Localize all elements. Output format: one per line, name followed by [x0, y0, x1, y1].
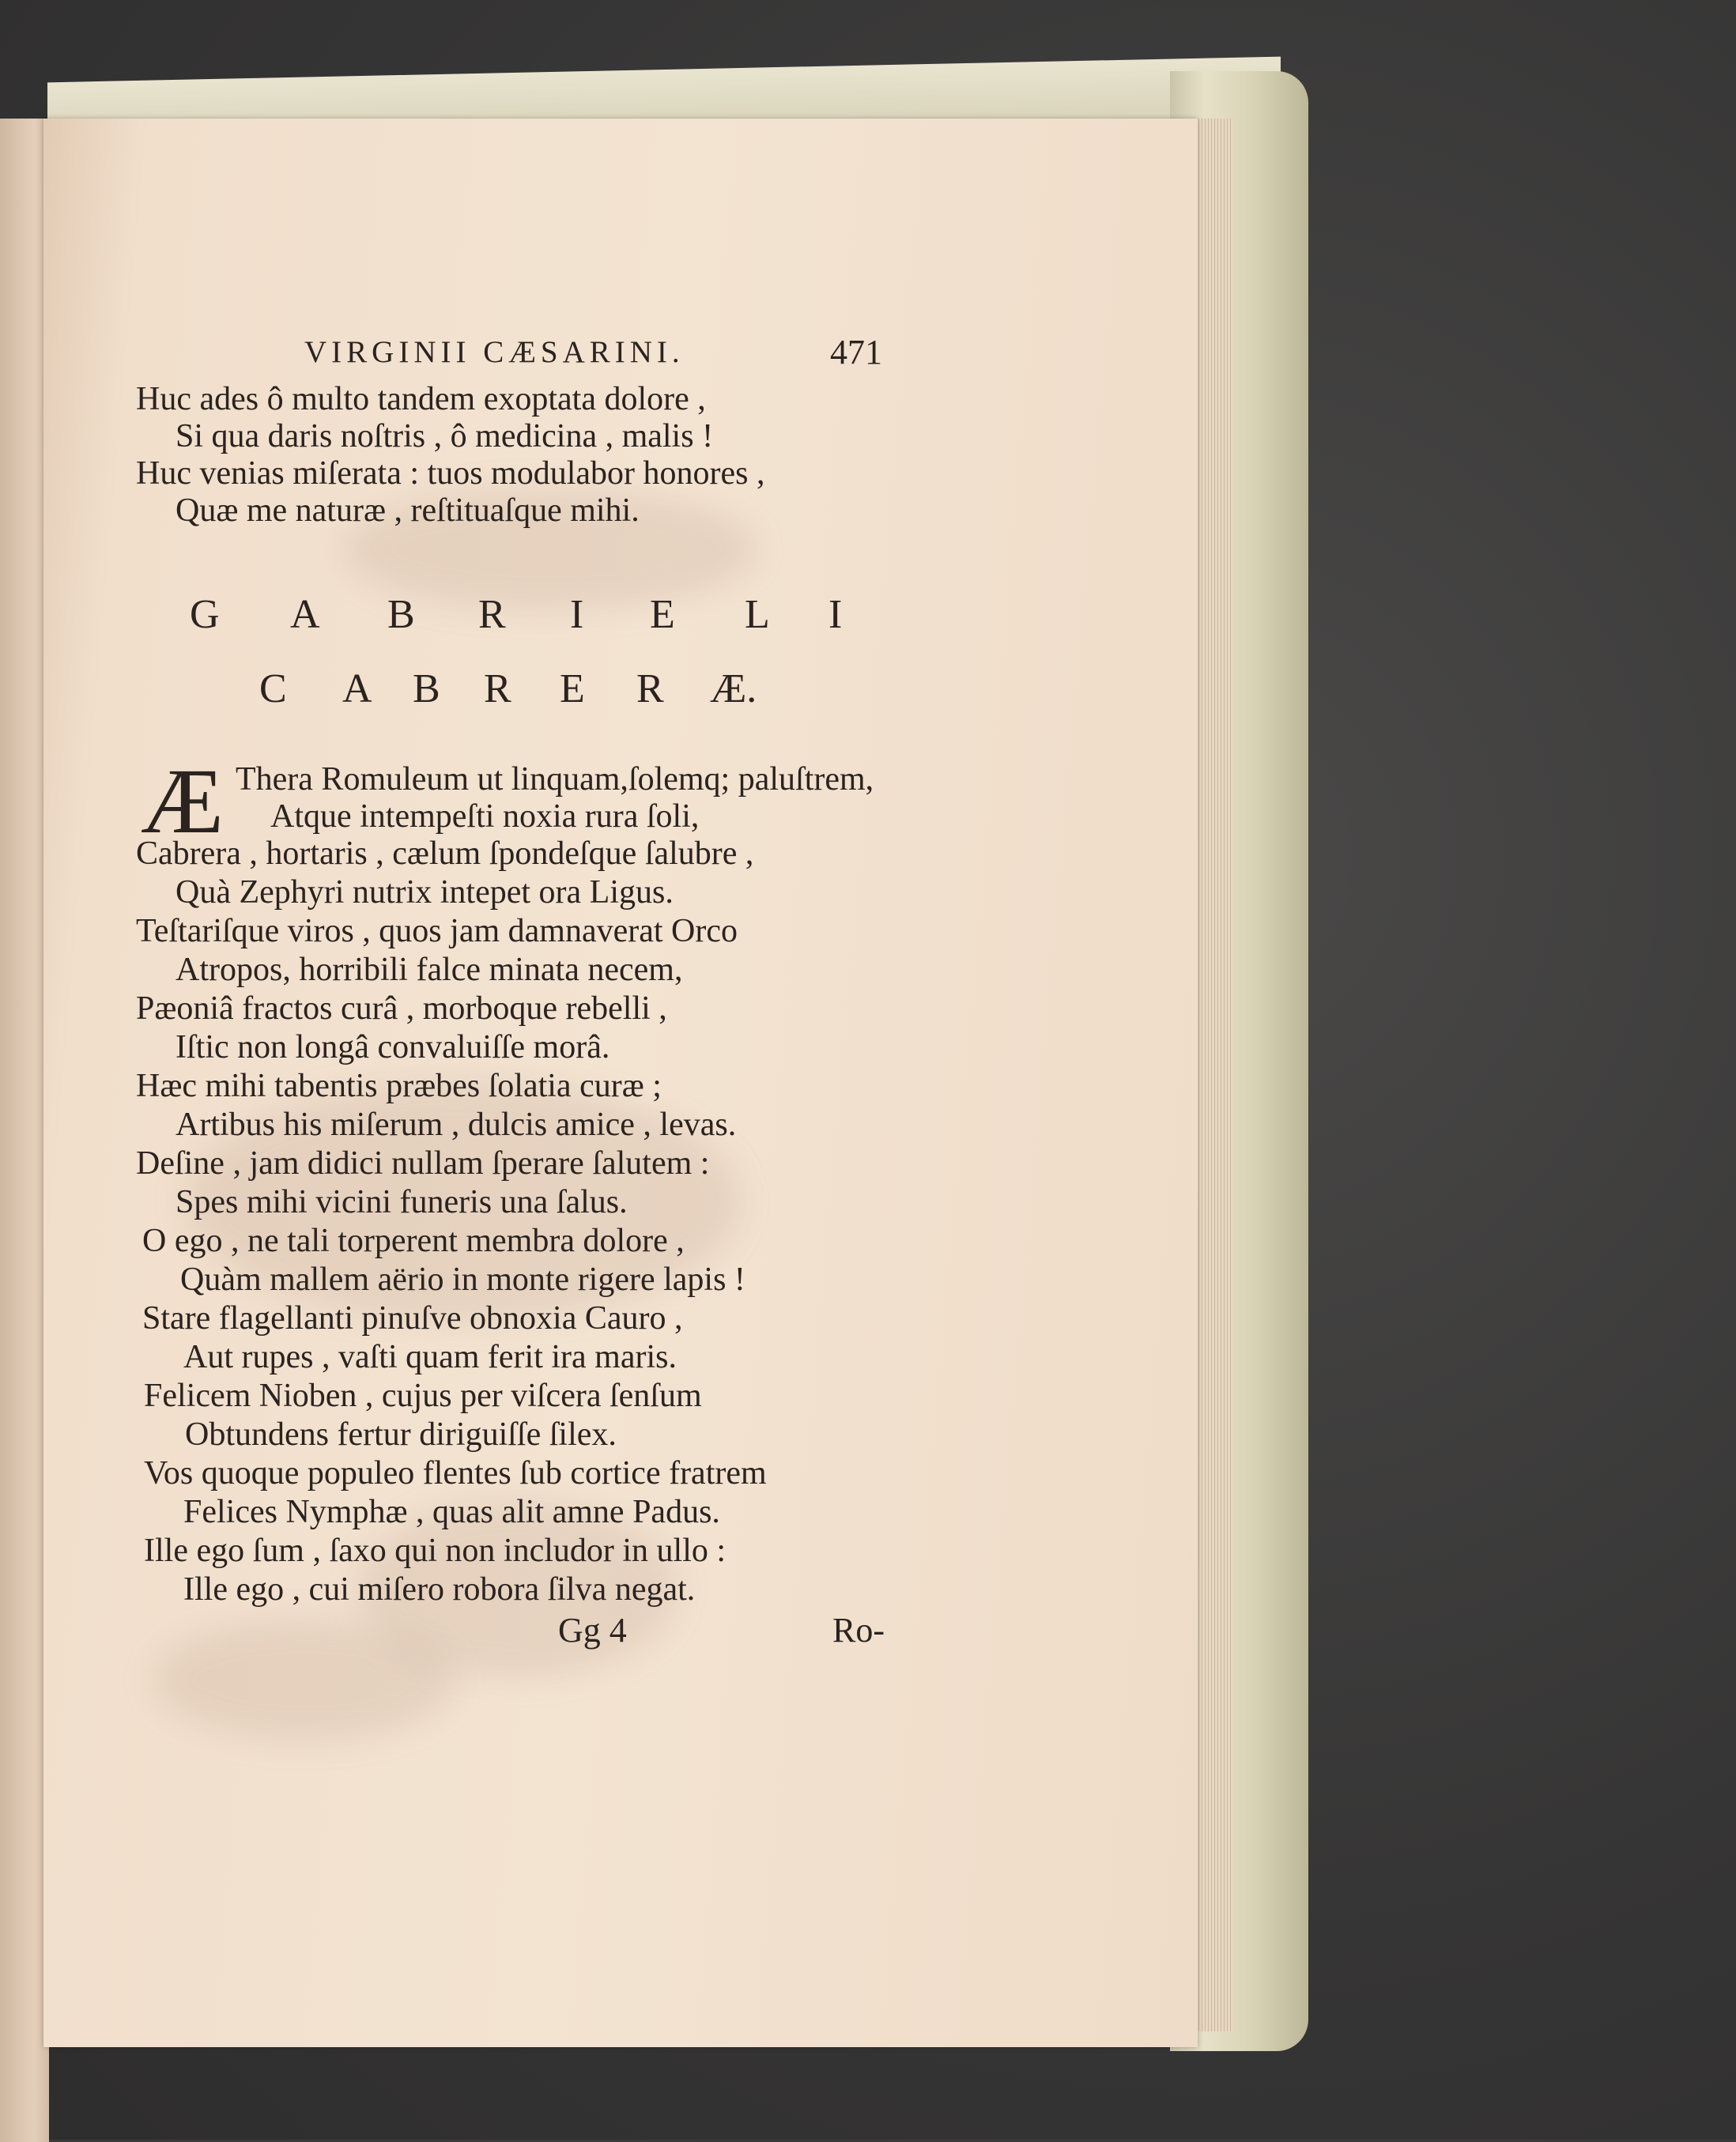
drop-cap: Æ	[141, 749, 224, 853]
title-letter: R	[636, 666, 664, 711]
title-letter: G	[190, 592, 220, 637]
title-letter: I	[828, 592, 843, 637]
verse-line: Stare flagellanti pinuſve obnoxia Cauro ,	[142, 1300, 683, 1337]
title-letter: B	[413, 666, 440, 711]
verse-line: Ille ego , cui miſero robora ſilva negat.	[183, 1571, 696, 1608]
title-letter: C	[259, 666, 287, 711]
verse-line: Si qua daris noſtris , ô medicina , malis !	[175, 418, 714, 454]
title-letter: R	[478, 592, 506, 637]
verse-line: Atropos, horribili falce minata necem,	[175, 952, 683, 988]
verse-line: Artibus his miſerum , dulcis amice , levas.	[175, 1107, 737, 1143]
stain	[154, 1620, 455, 1739]
verse-line: Huc ades ô multo tandem exoptata dolore ,	[136, 381, 706, 417]
verse-line: Iſtic non longâ convaluiſſe morâ.	[175, 1029, 610, 1065]
verse-line: Aut rupes , vaſti quam ferit ira maris.	[183, 1339, 677, 1375]
page-number: 471	[830, 333, 882, 371]
verse-line: Spes mihi vicini funeris una ſalus.	[175, 1184, 628, 1220]
title-letter: Æ.	[710, 666, 757, 711]
verse-line: Felices Nymphæ , quas alit amne Padus.	[183, 1494, 720, 1530]
running-head: VIRGINII CÆSARINI.	[304, 335, 685, 369]
verse-line: Vos quoque populeo flentes ſub cortice fratrem	[144, 1455, 767, 1491]
title-letter: A	[342, 666, 372, 711]
title-letter: E	[650, 592, 675, 637]
verse-line: Quà Zephyri nutrix intepet ora Ligus.	[175, 874, 674, 911]
title-letter: L	[745, 592, 770, 637]
signature-mark: Gg 4	[558, 1611, 627, 1650]
verse-line: Quàm mallem aërio in monte rigere lapis !	[180, 1261, 745, 1298]
verse-line: O ego , ne tali torperent membra dolore ,	[142, 1223, 685, 1259]
verse-line: Teſtariſque viros , quos jam damnaverat Orco	[136, 913, 738, 949]
verse-line: Felicem Nioben , cujus per viſcera ſenſum	[144, 1378, 702, 1414]
title-letter: I	[570, 592, 584, 637]
verse-line: Thera Romuleum ut linquam,ſolemq; paluſtrem,	[236, 761, 874, 798]
verse-line: Obtundens fertur diriguiſſe ſilex.	[185, 1416, 617, 1453]
facing-page-edge	[0, 119, 49, 2142]
verse-line: Quæ me naturæ , reſtituaſque mihi.	[175, 492, 640, 529]
catchword: Ro-	[832, 1611, 885, 1650]
title-letter: R	[484, 666, 511, 711]
verse-line: Huc venias miſerata : tuos modulabor honores ,	[136, 455, 765, 492]
title-letter: A	[290, 592, 320, 637]
verse-line: Pæoniâ fractos curâ , morboque rebelli ,	[136, 990, 667, 1027]
verse-line: Atque intempeſti noxia rura ſoli,	[270, 798, 700, 835]
title-letter: B	[387, 592, 415, 637]
verse-line: Hæc mihi tabentis præbes ſolatia curæ ;	[136, 1068, 662, 1104]
verse-line: Deſine , jam didici nullam ſperare ſalutem :	[136, 1145, 710, 1182]
verse-line: Ille ego ſum , ſaxo qui non includor in ullo :	[144, 1533, 726, 1569]
verse-line: Cabrera , hortaris , cælum ſpondeſque ſalubre ,	[136, 835, 754, 872]
title-letter: E	[560, 666, 585, 711]
